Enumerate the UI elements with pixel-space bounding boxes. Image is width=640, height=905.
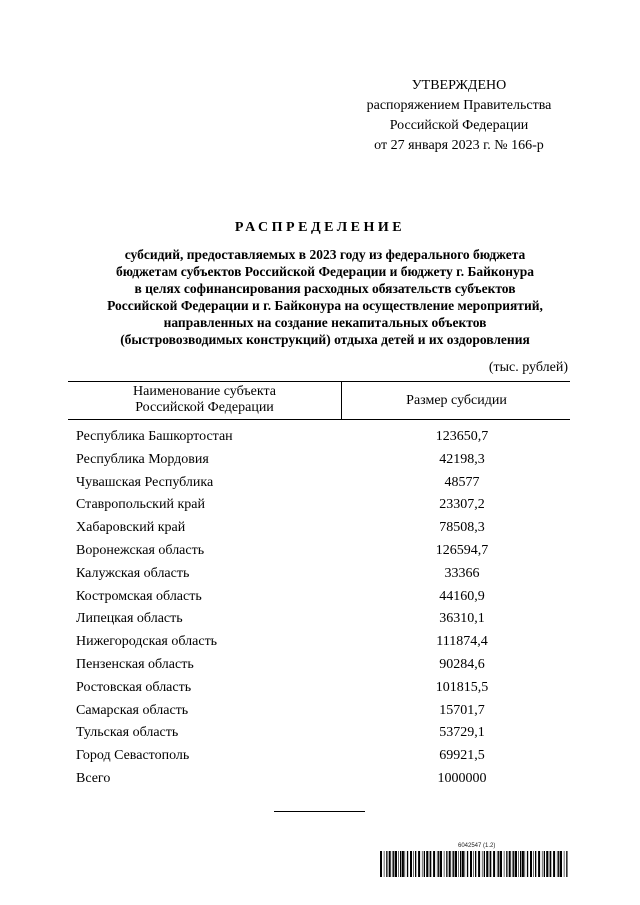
barcode-bar [509,851,511,877]
row-subsidy-value: 36310,1 [439,611,485,627]
barcode-bar [410,851,412,877]
header-subject-line-1: Наименование субъекта [133,384,276,399]
barcode [380,851,570,877]
barcode-bar [558,851,559,877]
table-body [76,429,570,794]
document-subtitle [60,246,590,348]
row-subject-name: Самарская область [76,702,189,718]
barcode-bar [407,851,408,877]
barcode-bar [453,851,454,877]
barcode-bar [426,851,428,877]
barcode-bar [422,851,423,877]
barcode-bar [493,851,495,877]
barcode-bar [486,851,488,877]
table-row [76,725,570,748]
barcode-bar [544,851,545,877]
barcode-bar [418,851,420,877]
row-subsidy-value: 15701,7 [439,702,485,718]
subtitle-line: (быстровозводимых конструкций) отдыха детей и их оздоровления [120,332,530,347]
barcode-bar [433,851,435,877]
row-subject-name: Ставропольский край [76,497,205,513]
barcode-bar [522,851,524,877]
barcode-bar [460,851,461,877]
table-row [76,520,570,543]
barcode-bar [380,851,382,877]
barcode-bar [484,851,485,877]
table-row [76,429,570,452]
barcode-bar [402,851,404,877]
barcode-bar [566,851,567,877]
table-row [76,543,570,566]
barcode-bar [475,851,476,877]
row-subject-name: Республика Башкортостан [76,429,233,444]
row-subsidy-value: 111874,4 [436,634,488,650]
barcode-bar [512,851,513,877]
barcode-bar [400,851,401,877]
barcode-bar [395,851,397,877]
units-label: (тыс. рублей) [488,360,568,375]
barcode-bar [393,851,394,877]
table-row [76,452,570,475]
table-row [76,589,570,612]
barcode-bar [527,851,528,877]
barcode-bar [482,851,483,877]
row-subject-name: Всего [76,770,111,786]
row-subsidy-value: 101815,5 [435,679,489,695]
header-subsidy-size: Размер субсидии [406,393,507,408]
row-subsidy-value: 1000000 [437,770,487,786]
row-subsidy-value: 53729,1 [439,725,485,741]
barcode-bar [546,851,548,877]
row-subject-name: Чувашская Республика [76,474,214,490]
table-row [76,566,570,589]
row-subject-name: Тульская область [76,725,179,741]
barcode-bar [533,851,534,877]
barcode-bar [389,851,391,877]
barcode-bar [549,851,550,877]
row-subsidy-value: 23307,2 [439,497,485,513]
barcode-bar [520,851,521,877]
barcode-bar [449,851,451,877]
row-subsidy-value: 78508,3 [439,520,485,536]
barcode-bar [467,851,468,877]
barcode-bar [398,851,399,877]
barcode-bar [538,851,540,877]
subtitle-line: субсидий, предоставляемых в 2023 году из федерального бюджета [124,247,526,262]
barcode-bar [458,851,459,877]
barcode-bar [497,851,498,877]
table-row [76,680,570,703]
barcode-bar [513,851,514,877]
barcode-bar [386,851,387,877]
table-row [76,771,570,794]
barcode-bar [525,851,526,877]
barcode-bar [413,851,414,877]
barcode-bar [384,851,385,877]
barcode-bar [557,851,558,877]
row-subject-name: Город Севастополь [76,748,190,764]
row-subsidy-value: 33366 [444,565,480,581]
barcode-bar [455,851,457,877]
table-row [76,703,570,726]
barcode-bar [470,851,472,877]
barcode-bar [430,851,431,877]
barcode-bar [489,851,490,877]
row-subject-name: Липецкая область [76,611,183,627]
approval-block [330,76,588,156]
barcode-bar [478,851,480,877]
barcode-bar [462,851,464,877]
subtitle-line: направленных на создание некапитальных объектов [163,315,487,330]
row-subject-name: Хабаровский край [76,520,186,536]
approval-line-2: Российской Федерации [389,118,529,133]
barcode-bar [452,851,453,877]
barcode-bar [446,851,447,877]
barcode-bar [415,851,416,877]
row-subsidy-value: 48577 [444,474,480,490]
approval-line-3: от 27 января 2023 г. № 166-р [374,138,544,153]
row-subject-name: Пензенская область [76,656,194,672]
barcode-bar [429,851,430,877]
table-row [76,748,570,771]
barcode-bar [424,851,425,877]
row-subject-name: Костромская область [76,588,202,604]
barcode-bar [440,851,442,877]
end-divider [274,811,365,812]
table-row [76,611,570,634]
barcode-bar [405,851,406,877]
table-row [76,475,570,498]
row-subsidy-value: 44160,9 [439,588,485,604]
barcode-bar [530,851,532,877]
barcode-bar [542,851,543,877]
barcode-bar [490,851,491,877]
barcode-bar [500,851,502,877]
approval-heading: УТВЕРЖДЕНО [411,78,507,93]
row-subsidy-value: 69921,5 [439,748,485,764]
row-subject-name: Калужская область [76,565,190,581]
subtitle-line: бюджетам субъектов Российской Федерации и бюджету г. Байконура [115,264,535,279]
barcode-bar [392,851,393,877]
barcode-bar [535,851,536,877]
subtitle-line: в целях софинансирования расходных обязательств субъектов [134,281,516,296]
barcode-bar [553,851,555,877]
barcode-bar [465,851,466,877]
table-row [76,497,570,520]
barcode-bar [518,851,519,877]
row-subject-name: Нижегородская область [76,634,218,650]
row-subsidy-value: 123650,7 [435,429,489,444]
subtitle-line: Российской Федерации и г. Байконура на осуществление мероприятий, [107,298,543,313]
row-subsidy-value: 126594,7 [435,542,489,558]
barcode-bar [564,851,565,877]
table-row [76,634,570,657]
barcode-bar [444,851,445,877]
barcode-bar [438,851,439,877]
row-subject-name: Ростовская область [76,679,192,695]
barcode-bar [437,851,438,877]
barcode-number: 6042547 (1.2) [458,843,496,849]
barcode-bar [515,851,517,877]
barcode-bar [550,851,551,877]
approval-line-1: распоряжением Правительства [366,98,552,113]
header-subject-name [68,382,342,419]
document-title: РАСПРЕДЕЛЕНИЕ [234,220,406,235]
table-row [76,657,570,680]
row-subject-name: Республика Мордовия [76,451,209,467]
table-header [68,381,570,420]
barcode-bar [506,851,507,877]
barcode-bar [498,851,499,877]
header-subject-line-2: Российской Федерации [135,400,274,415]
barcode-bar [560,851,562,877]
barcode-bar [473,851,474,877]
row-subsidy-value: 90284,6 [439,656,485,672]
barcode-bar [504,851,505,877]
row-subsidy-value: 42198,3 [439,451,485,467]
row-subject-name: Воронежская область [76,542,205,558]
